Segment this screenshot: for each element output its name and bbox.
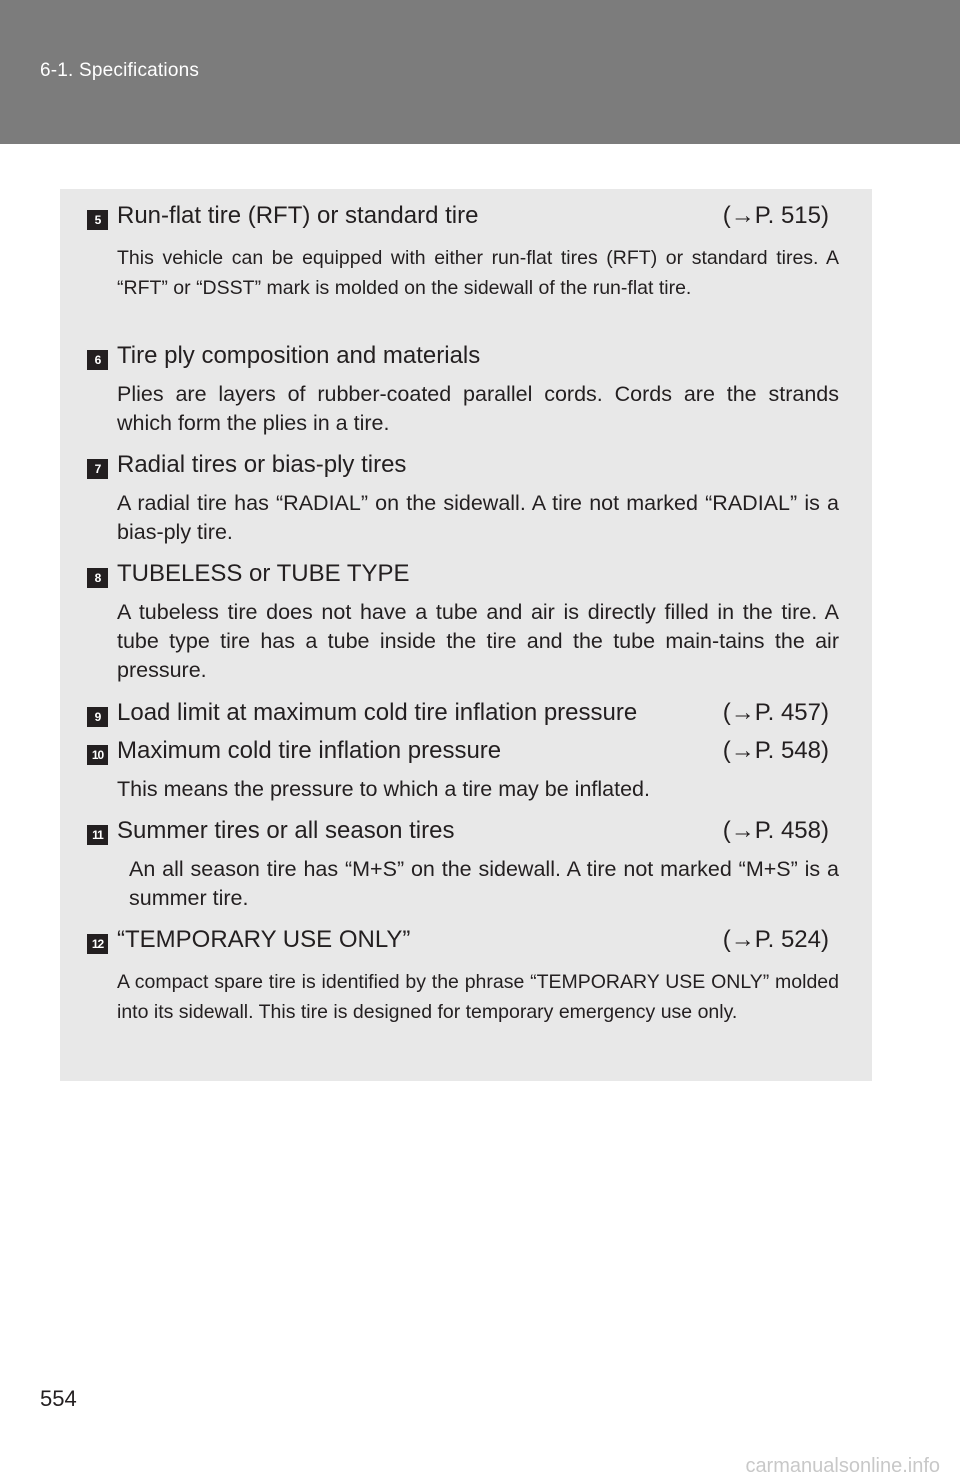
page-reference: (→P. 524) bbox=[722, 926, 829, 953]
item-title: Load limit at maximum cold tire inflation pressure bbox=[117, 699, 638, 726]
number-12-icon: 12 bbox=[87, 934, 108, 954]
item-description: This means the pressure to which a tire may be inflated. bbox=[117, 777, 650, 801]
item-heading bbox=[87, 924, 839, 956]
item-heading bbox=[87, 200, 839, 232]
item-title: Maximum cold tire inflation pressure bbox=[117, 737, 502, 764]
item-heading bbox=[87, 340, 839, 372]
page-reference: (→P. 458) bbox=[722, 817, 829, 844]
item-title: Tire ply composition and materials bbox=[117, 342, 481, 369]
item-title: “TEMPORARY USE ONLY” bbox=[117, 926, 411, 953]
section-title: 6-1. Specifications bbox=[40, 60, 200, 81]
item-title: Summer tires or all season tires bbox=[117, 817, 455, 844]
spec-item-radial bbox=[87, 449, 839, 547]
number-11-icon: 11 bbox=[87, 825, 108, 845]
item-title: Radial tires or bias-ply tires bbox=[117, 451, 407, 478]
spec-item-ply-composition bbox=[87, 340, 839, 438]
number-5-icon: 5 bbox=[87, 210, 108, 230]
item-heading bbox=[87, 815, 839, 847]
number-9-icon: 9 bbox=[87, 707, 108, 727]
page-reference: (→P. 515) bbox=[722, 202, 829, 229]
item-description: An all season tire has “M+S” on the sidewall. A tire not marked “M+S” is a summer tire. bbox=[129, 857, 839, 910]
item-heading bbox=[87, 735, 839, 767]
number-8-icon: 8 bbox=[87, 568, 108, 588]
item-title: Run-flat tire (RFT) or standard tire bbox=[117, 202, 479, 229]
item-description: A radial tire has “RADIAL” on the sidewall. A tire not marked “RADIAL” is a bias-ply tire. bbox=[117, 491, 839, 544]
watermark: carmanualsonline.info bbox=[745, 1455, 940, 1477]
item-description: This vehicle can be equipped with either run-flat tires (RFT) or standard tires. A “RFT” or “DSST” mark is molded on the sidewall of the run-flat tire. bbox=[117, 247, 839, 299]
spec-item-temporary-use bbox=[87, 924, 839, 1027]
item-heading bbox=[87, 558, 839, 590]
page-reference: (→P. 457) bbox=[722, 699, 829, 726]
item-description: A tubeless tire does not have a tube and air is directly filled in the tire. A tube type tire has a tube inside the tire and the tube main-tains the air pressure. bbox=[117, 600, 839, 682]
item-heading bbox=[87, 449, 839, 481]
item-description: Plies are layers of rubber-coated parallel cords. Cords are the strands which form the plies in a tire. bbox=[117, 382, 839, 435]
page-reference: (→P. 548) bbox=[722, 737, 829, 764]
item-heading bbox=[87, 697, 839, 729]
header-band bbox=[0, 0, 960, 144]
spec-item-tubeless bbox=[87, 558, 839, 685]
spec-item-summer-all-season bbox=[87, 815, 839, 913]
page-number: 554 bbox=[40, 1386, 77, 1411]
item-description: A compact spare tire is identified by the phrase “TEMPORARY USE ONLY” molded into its sidewall. This tire is designed for temporary emergency use only. bbox=[117, 971, 839, 1023]
spec-item-run-flat bbox=[87, 200, 839, 303]
number-7-icon: 7 bbox=[87, 459, 108, 479]
spec-item-load-limit bbox=[87, 697, 839, 729]
item-title: TUBELESS or TUBE TYPE bbox=[117, 560, 410, 587]
number-10-icon: 10 bbox=[87, 745, 108, 765]
spec-item-max-pressure bbox=[87, 735, 839, 804]
number-6-icon: 6 bbox=[87, 350, 108, 370]
